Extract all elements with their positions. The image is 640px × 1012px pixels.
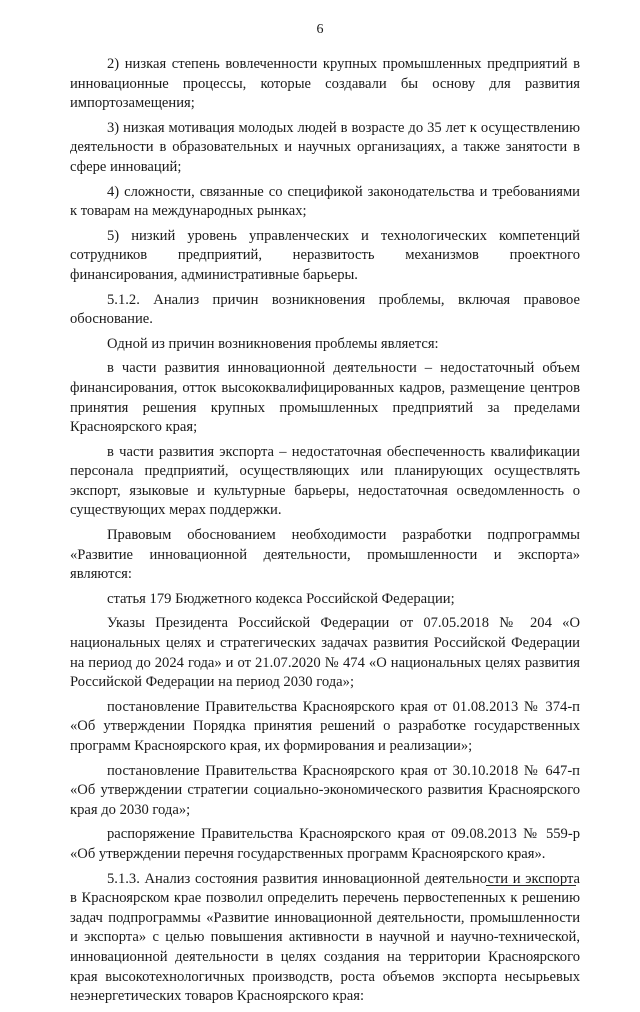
paragraph-legal-basis-intro: Правовым обоснованием необходимости разработки подпрограммы «Развитие инновационной деятельности, промышленности и экспорта» являются: (70, 527, 580, 583)
paragraph-causes-intro: Одной из причин возникновения проблемы является: (107, 335, 439, 352)
paragraph-budget-code: статья 179 Бюджетного кодекса Российской Федерации; (107, 590, 455, 607)
paragraph-export-causes: в части развития экспорта – недостаточная обеспеченность квалификации персонала предприятий, осуществляющих или планирующих осуществлять экспорт, языковые и культурные барьеры, недостаточная осведомленность о существующих мерах поддержки. (70, 443, 580, 519)
paragraph-item-2: 2) низкая степень вовлеченности крупных промышленных предприятий в инновационные процессы, которые создавали бы основу для развития импортозамещения; (70, 56, 580, 112)
section-heading-5-1-2: 5.1.2. Анализ причин возникновения проблемы, включая правовое обоснование. (70, 291, 580, 328)
paragraph-resolution-374: постановление Правительства Красноярского края от 01.08.2013 № 374-п «Об утверждении Порядка принятия решений о разработке государственных программ Красноярского края, их формирования и реализации»; (70, 698, 580, 754)
paragraph-presidential-decrees: Указы Президента Российской Федерации от 07.05.2018 № 204 «О национальных целях и стратегических задачах развития Российской Федерации на период до 2024 года» и от 21.07.2020 № 474 «О национальных целях развития Российской Федерации на период 2030 года»; (70, 615, 580, 691)
document-body (70, 55, 580, 1012)
paragraph-item-3: 3) низкая мотивация молодых людей в возрасте до 35 лет к осуществлению деятельности в образовательных и научных организациях, а также занятости в сфере инноваций; (70, 119, 580, 175)
footer-divider-line (486, 885, 576, 886)
section-heading-5-1-3: 5.1.3. Анализ состояния развития инновационной деятельности и экспорта в Красноярском крае позволил определить перечень первостепенных к решению задач подпрограммы «Развитие инновационной деятельности, промышленности и экспорта» с целью повышения активности в научной и научно-технической, инновационной деятельности в целях создания на территории Красноярского края высокотехнологичных производств, роста объемов экспорта несырьевых неэнергетических товаров Красноярского края: (70, 870, 580, 1005)
paragraph-item-5: 5) низкий уровень управленческих и технологических компетенций сотрудников предприятий, неразвитость механизмов проектного финансирования, административные барьеры. (70, 227, 580, 283)
paragraph-resolution-647: постановление Правительства Красноярского края от 30.10.2018 № 647-п «Об утверждении стратегии социально-экономического развития Красноярского края до 2030 года»; (70, 762, 580, 818)
paragraph-item-4: 4) сложности, связанные со спецификой законодательства и требованиями к товарам на международных рынках; (70, 183, 580, 220)
paragraph-order-559: распоряжение Правительства Красноярского края от 09.08.2013 № 559-р «Об утверждении перечня государственных программ Красноярского края». (70, 826, 580, 862)
page-number: 6 (316, 22, 324, 37)
paragraph-innovation-causes: в части развития инновационной деятельности – недостаточный объем финансирования, отток высококвалифицированных кадров, размещение центров принятия решения крупных промышленных предприятий за пределами Красноярского края; (70, 360, 580, 436)
